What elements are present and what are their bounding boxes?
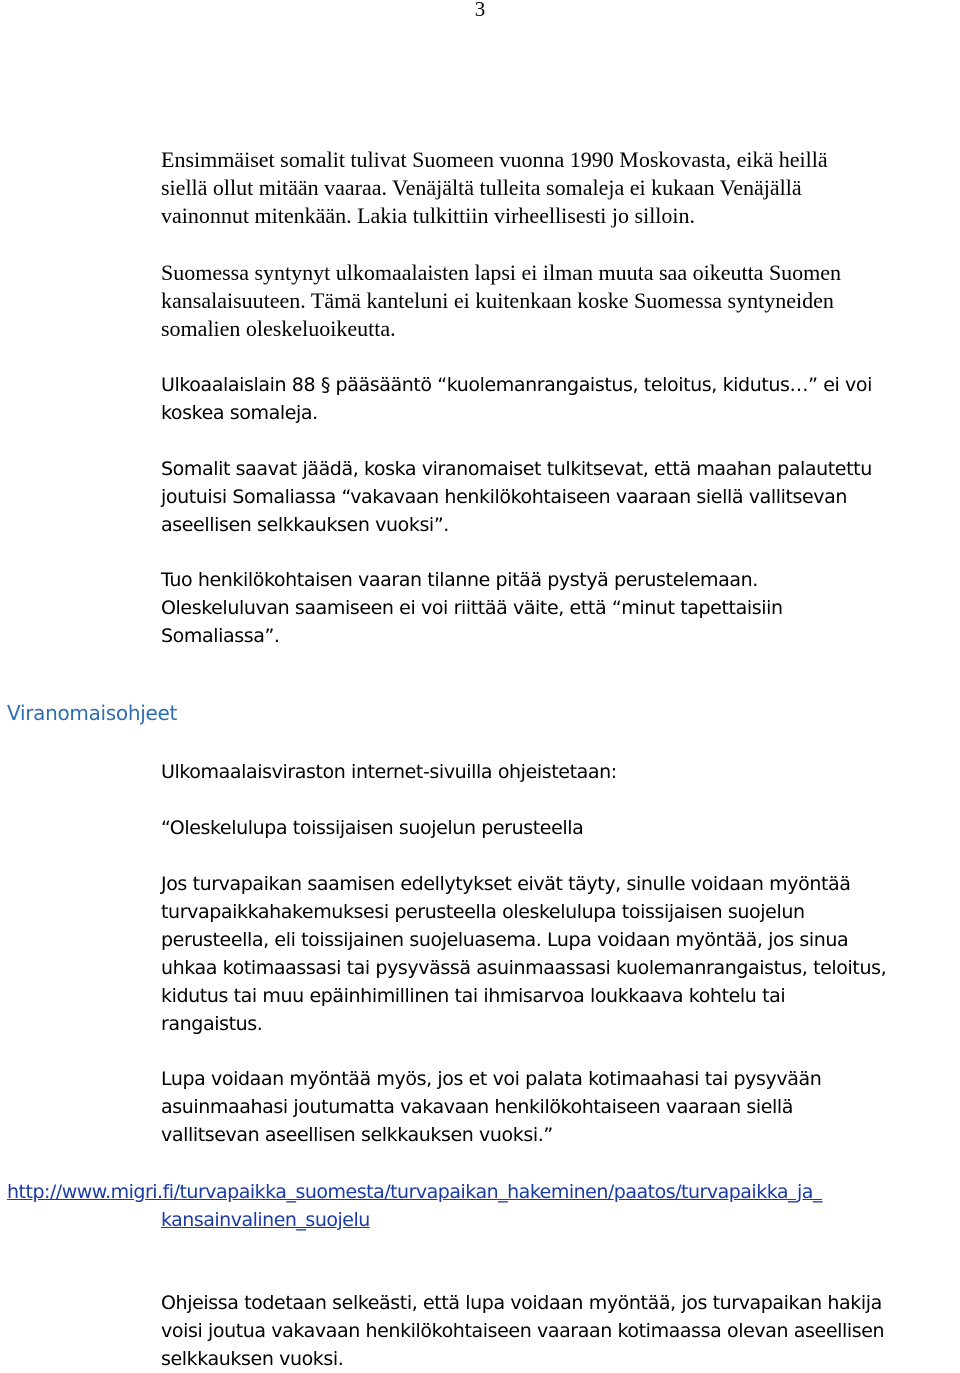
paragraph-personal-danger [161, 566, 956, 650]
text-line: rangaistus. [161, 1013, 263, 1035]
section-heading: Viranomaisohjeet [7, 701, 178, 725]
text-line: vainonnut mitenkään. Lakia tulkittiin virheellisesti jo silloin. [161, 203, 696, 228]
text-line: perusteella, eli toissijainen suojeluasema. Lupa voidaan myöntää, jos sinua [161, 929, 849, 951]
text-line: Suomessa syntynyt ulkomaalaisten lapsi ei ilman muuta saa oikeutta Suomen [161, 260, 842, 285]
text-line: Ulkoaalaislain 88 § pääsääntö “kuolemanrangaistus, teloitus, kidutus…” ei voi [161, 374, 872, 396]
text-line: voisi joutua vakavaan henkilökohtaiseen vaaraan kotimaassa olevan aseellisen [161, 1320, 885, 1342]
migri-link[interactable] [7, 1178, 957, 1234]
text-line: kansalaisuuteen. Tämä kanteluni ei kuitenkaan koske Suomessa syntyneiden [161, 288, 834, 313]
text-line: Somaliassa”. [161, 625, 280, 647]
link-line[interactable]: kansainvalinen_suojelu [161, 1209, 370, 1231]
text-line: Tuo henkilökohtaisen vaaran tilanne pitää pystyä perustelemaan. [161, 569, 758, 591]
page-number: 3 [474, 0, 486, 21]
quote-paragraph-subsidiary-protection [161, 870, 956, 1038]
paragraph-first-somalis [161, 146, 956, 230]
text-line: vallitsevan aseellisen selkkauksen vuoksi.” [161, 1124, 553, 1146]
text-line: asuinmaahasi joutumatta vakavaan henkilökohtaiseen vaaraan siellä [161, 1096, 794, 1118]
text-line: siellä ollut mitään vaaraa. Venäjältä tulleita somaleja ei kukaan Venäjällä [161, 175, 802, 200]
text-line: Somalit saavat jäädä, koska viranomaiset tulkitsevat, että maahan palautettu [161, 458, 872, 480]
text-line: joutuisi Somaliassa “vakavaan henkilökohtaiseen vaaraan siellä vallitsevan [161, 486, 848, 508]
paragraph-conclusion [161, 1289, 956, 1373]
text-line: Jos turvapaikan saamisen edellytykset eivät täyty, sinulle voidaan myöntää [161, 873, 851, 895]
text-line: somalien oleskeluoikeutta. [161, 316, 396, 341]
text-line: selkkauksen vuoksi. [161, 1348, 344, 1370]
quote-title [161, 814, 956, 842]
text-line: Ulkomaalaisviraston internet-sivuilla ohjeistetaan: [161, 761, 617, 783]
paragraph-migri-intro [161, 758, 956, 786]
text-line: turvapaikkahakemuksesi perusteella oleskelulupa toissijaisen suojelun [161, 901, 805, 923]
paragraph-citizenship [161, 259, 956, 343]
text-line: Oleskeluluvan saamiseen ei voi riittää väite, että “minut tapettaisiin [161, 597, 783, 619]
text-line: aseellisen selkkauksen vuoksi”. [161, 514, 449, 536]
text-line: Ensimmäiset somalit tulivat Suomeen vuonna 1990 Moskovasta, eikä heillä [161, 147, 828, 172]
text-line: koskea somaleja. [161, 402, 318, 424]
text-line: Lupa voidaan myöntää myös, jos et voi palata kotimaahasi tai pysyvään [161, 1068, 822, 1090]
text-line: “Oleskelulupa toissijaisen suojelun perusteella [161, 817, 584, 839]
quote-paragraph-armed-conflict [161, 1065, 956, 1149]
paragraph-alien-act [161, 371, 956, 427]
text-line: Ohjeissa todetaan selkeästi, että lupa voidaan myöntää, jos turvapaikan hakija [161, 1292, 882, 1314]
link-line[interactable]: http://www.migri.fi/turvapaikka_suomesta/turvapaikan_hakeminen/paatos/turvapaikka_ja_ [7, 1181, 822, 1203]
text-line: kidutus tai muu epäinhimillinen tai ihmisarvoa loukkaava kohtelu tai [161, 985, 786, 1007]
paragraph-authorities-interpretation [161, 455, 956, 539]
text-line: uhkaa kotimaassasi tai pysyvässä asuinmaassasi kuolemanrangaistus, teloitus, [161, 957, 887, 979]
